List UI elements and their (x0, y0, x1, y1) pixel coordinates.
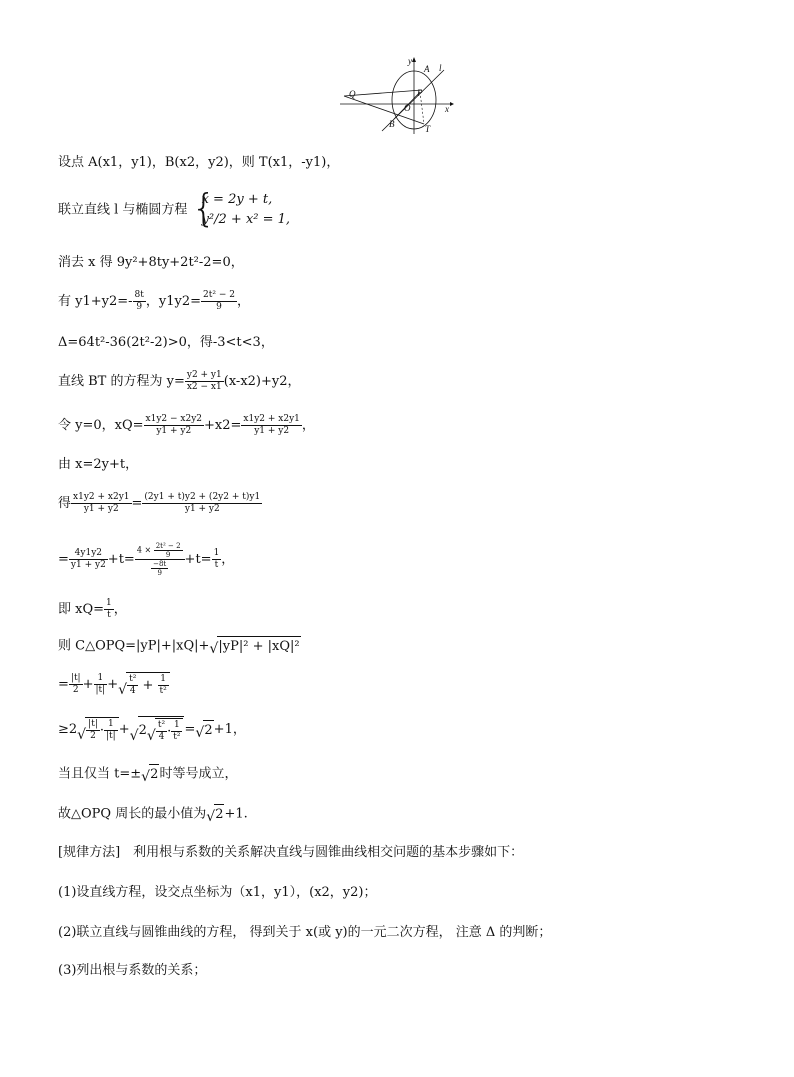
fraction-denominator: 2 (90, 731, 96, 741)
radical-icon: √ (118, 682, 128, 698)
equality-text-b: 时等号成立， (159, 766, 238, 782)
text-line-step-2: (2)联立直线与圆锥曲线的方程， 得到关于 x(或 y)的一元二次方程， 注意 Δ 的判断； (58, 925, 552, 940)
text-line-method-heading: [规律方法] 利用根与系数的关系解决直线与圆锥曲线相交问题的基本步骤如下： (58, 845, 524, 860)
fraction-denominator: 9 (157, 569, 162, 577)
fraction-denominator: y1 + y2 (184, 504, 220, 514)
bt-text-a: 直线 BT 的方程为 y= (58, 374, 185, 389)
radicand: $\frac{\text{t²}}{4}$ · $\frac{1}{\text{t²}}$ (155, 718, 184, 743)
x-axis-arrow (450, 102, 454, 106)
fraction-denominator (135, 560, 185, 577)
fraction-denominator: 9 (165, 551, 171, 559)
fraction-product (201, 290, 237, 313)
equation-1: x = 2y + t, (201, 192, 273, 207)
xq-text-c: ， (301, 418, 315, 433)
equality-text-a: 当且仅当 t=± (58, 766, 142, 782)
fraction-denominator: 4 (129, 686, 136, 696)
fraction-numerator: 1 (171, 720, 182, 732)
fraction-denominator: t (214, 560, 219, 570)
fraction-one-over-t (94, 673, 108, 696)
ineq-text-a: ≥2 (58, 722, 78, 737)
ellipse-diagram (336, 56, 456, 136)
fraction-numerator: x1y2 + x2y1 (73, 492, 130, 502)
fraction (156, 720, 167, 743)
expr-text-c: + (107, 677, 119, 692)
fraction-denominator: |t| (106, 731, 116, 741)
text-line-substitute: 由 x=2y+t， (58, 457, 139, 472)
expand-text-a: 得 (58, 496, 72, 511)
text-line-step-3: (3)列出根与系数的关系； (58, 963, 207, 978)
fraction-inner (154, 542, 183, 559)
line-QA (344, 90, 422, 96)
simplify-text-b: +t= (107, 552, 135, 567)
fraction-xq-2 (241, 414, 302, 437)
label-O: O (404, 103, 411, 113)
radical-icon: √ (141, 769, 151, 785)
fraction-denominator: t² (159, 686, 167, 696)
fraction (104, 719, 118, 742)
text-line-inequality (58, 716, 246, 743)
fraction-slope (185, 370, 224, 393)
radicand: $\frac{\text{t²}}{4}$ + $\frac{1}{\text{t²}}$ (126, 672, 170, 697)
ineq-text-b: + (118, 722, 130, 737)
fraction-numerator: |t| (70, 673, 81, 683)
simplify-text-a: = (58, 552, 69, 567)
fraction-denominator: y1 + y2 (254, 426, 290, 436)
fraction-denominator: |t| (95, 685, 106, 695)
expr-text-a: = (58, 677, 69, 692)
fraction-numerator: t² (129, 674, 137, 684)
fraction-numerator: x1y2 − x2y2 (145, 414, 203, 424)
fraction-denominator: t (107, 610, 111, 620)
brace-icon: { (191, 186, 216, 230)
minimum-text-b: +1. (224, 806, 248, 822)
simplify-text-d: ， (221, 552, 235, 567)
label-l: l (439, 63, 442, 73)
minimum-text-a: 故△OPQ 周长的最小值为 (58, 806, 207, 822)
fraction-denominator: y1 + y2 (83, 504, 119, 514)
fraction-numerator: 1 (158, 674, 169, 686)
fraction-numerator: x1y2 + x2y1 (243, 414, 300, 424)
text-line-eliminate: 消去 x 得 9y²+8ty+2t²-2=0， (58, 255, 244, 270)
fraction-numerator: 4 × $\frac{\text{2t² − 2}}{9}$ (135, 542, 185, 560)
text-line-xq-result (58, 598, 127, 621)
radicand: $\frac{|t|}{2}$ · $\frac{1}{|t|}$ (85, 717, 119, 742)
bt-text-b: (x-x2)+y2， (223, 374, 301, 389)
radical-icon: √ (129, 728, 139, 744)
fraction-numerator: 2t² − 2 (203, 290, 235, 300)
fraction (86, 719, 100, 742)
fraction-numerator: (2y1 + t)y2 + (2y2 + t)y1 (144, 492, 261, 502)
expand-text-b: = (131, 496, 143, 511)
fraction-expand-1 (71, 492, 132, 515)
fraction-numerator: 8t (134, 290, 144, 300)
fraction-denominator: x2 − x1 (186, 382, 222, 392)
text-line-discriminant: Δ=64t²-36(2t²-2)>0，得-3<t<3， (58, 335, 274, 350)
text-line-step-1: (1)设直线方程，设交点坐标为（x1，y1），(x2，y2)； (58, 885, 377, 900)
label-A: A (424, 64, 430, 74)
text-line-bt-equation (58, 370, 301, 393)
vieta-text-c: ， (236, 294, 250, 309)
label-T: T (425, 124, 431, 134)
fraction-simplify-3 (212, 548, 222, 571)
ineq-text-c: = (184, 722, 196, 737)
vieta-text-a: 有 y1+y2=- (58, 294, 133, 309)
fraction-simplify-1 (69, 548, 108, 571)
result-text-a: 即 xQ= (58, 602, 105, 617)
sqrt-amgm-2 (130, 716, 185, 743)
equation-system (191, 186, 291, 230)
text-line-simplify (58, 542, 234, 577)
fraction-numerator: t² (157, 720, 166, 730)
fraction (171, 720, 182, 743)
system-label: 联立直线 l 与椭圆方程 (58, 202, 188, 218)
perimeter-text-a: 则 C△OPQ=|yP|+|xQ|+ (58, 638, 210, 654)
fraction-denominator: y1 + y2 (156, 426, 192, 436)
fraction-xq-1 (144, 414, 205, 437)
xq-text-a: 令 y=0，xQ= (58, 418, 144, 433)
vieta-text-b: ，y1y2= (145, 294, 202, 309)
fraction-numerator: |t| (88, 719, 98, 729)
fraction-inner (151, 560, 168, 577)
radical-icon: √ (209, 641, 219, 657)
radical-icon: √ (77, 727, 87, 743)
text-line-minimum (58, 804, 248, 824)
text-line-points: 设点 A(x1，y1)，B(x2，y2)，则 T(x1，-y1)， (58, 155, 340, 170)
fraction-t-half (69, 673, 83, 696)
fraction-1-t2 (158, 674, 169, 697)
fraction-denominator: t² (173, 732, 181, 742)
sqrt-expr (118, 672, 170, 697)
label-Q: Q (349, 89, 356, 99)
label-B: B (389, 119, 395, 129)
fraction-numerator: 1 (213, 548, 220, 558)
fraction-compound (135, 542, 185, 577)
sqrt-2 (141, 764, 159, 784)
simplify-text-c: +t= (184, 552, 212, 567)
equation-2: y²/2 + x² = 1, (201, 212, 291, 227)
result-text-b: ， (113, 602, 127, 617)
fraction-numerator: −8t (153, 560, 167, 568)
radical-icon: √ (146, 728, 156, 744)
fraction-expand-2 (142, 492, 262, 515)
fraction-denominator: 9 (136, 302, 143, 312)
fraction-result (104, 598, 114, 621)
text-line-expand (58, 492, 262, 515)
text-line-perimeter (58, 636, 301, 656)
radicand: 2 (214, 804, 224, 824)
label-y: y (408, 56, 412, 66)
radical-icon: √ (206, 809, 216, 825)
sqrt-2 (195, 720, 213, 740)
y-axis-arrow (412, 57, 416, 62)
fraction-denominator: 2 (72, 685, 79, 695)
label-x: x (445, 104, 449, 114)
fraction-numerator: 2t² − 2 (155, 542, 181, 550)
radicand: 2 (203, 720, 213, 740)
fraction-numerator: y2 + y1 (186, 370, 222, 380)
ineq-text-d: +1， (213, 722, 246, 737)
fraction-t2-4 (127, 674, 138, 697)
fraction-sum (133, 290, 146, 313)
fraction-numerator: 4y1y2 (69, 548, 108, 560)
xq-text-b: +x2= (204, 418, 242, 433)
sqrt-amgm-1 (77, 717, 119, 742)
sqrt-inner (147, 718, 184, 743)
radical-icon: √ (195, 724, 205, 741)
expr-text-b: + (82, 677, 94, 692)
fraction-denominator: 4 (158, 732, 165, 742)
radicand: |yP|² + |xQ|² (217, 636, 300, 656)
fraction-numerator: 1 (106, 598, 112, 608)
radicand: 2 √ $\frac{\text{t²}}{4}$ · $\frac{1}{\text{t²}}$ (138, 716, 185, 743)
fraction-denominator: y1 + y2 (70, 560, 106, 570)
text-line-vieta (58, 290, 250, 313)
text-line-xq (58, 414, 315, 437)
fraction-numerator: 1 (94, 673, 108, 685)
sqrt-2 (206, 804, 224, 824)
text-line-perimeter-expr (58, 672, 170, 697)
radicand: 2 (149, 764, 159, 784)
fraction-numerator: 1 (104, 719, 118, 731)
text-line-equality (58, 764, 237, 784)
sqrt-perimeter (209, 636, 300, 656)
label-P: P (417, 88, 423, 98)
fraction-denominator: 9 (216, 302, 222, 312)
text-line-system (58, 186, 291, 230)
